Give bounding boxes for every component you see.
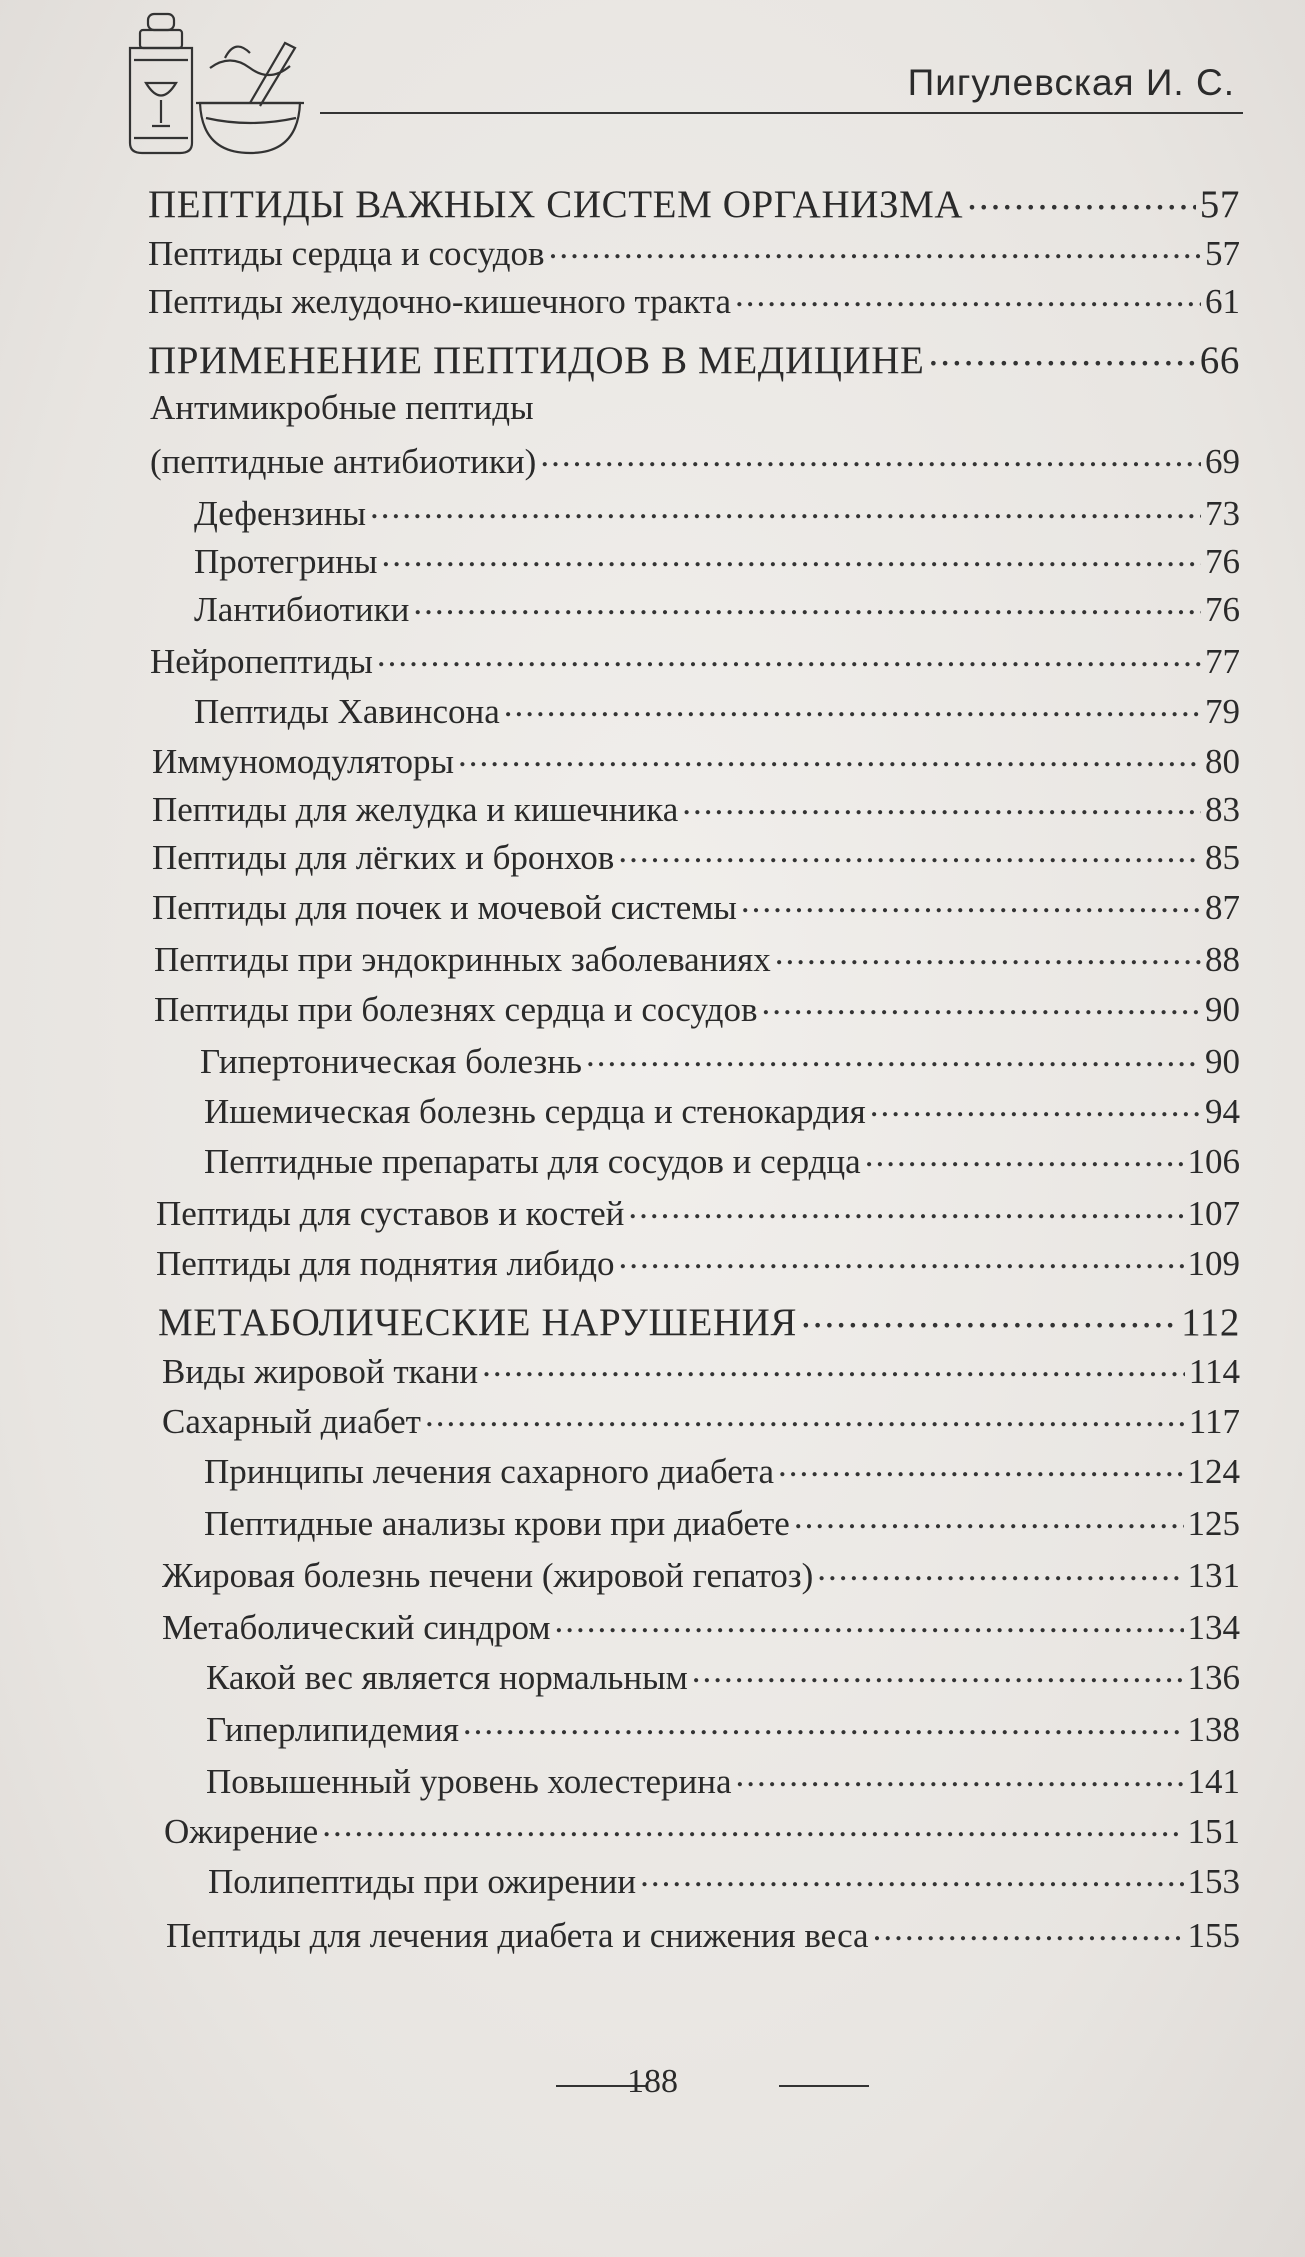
toc-subentry (204, 1088, 1240, 1132)
toc-entry-page: 134 (1187, 1608, 1240, 1647)
toc-entry-title: Пептиды для почек и мочевой системы (152, 888, 737, 927)
toc-entry-title: Полипептиды при ожирении (208, 1862, 637, 1901)
toc-entry-title: Лантибиотики (194, 590, 410, 629)
toc-subentry (204, 1500, 1240, 1544)
toc-subentry (206, 1758, 1240, 1802)
toc-entry-title: Ишемическая болезнь сердца и стенокардия (204, 1092, 866, 1131)
toc-entry (156, 1190, 1240, 1234)
toc-entry (162, 1348, 1240, 1392)
toc-entry-page: 106 (1187, 1142, 1240, 1181)
toc-entry (152, 884, 1240, 928)
toc-entry-page: 141 (1187, 1762, 1240, 1801)
toc-entry-page: 77 (1205, 642, 1240, 681)
toc-entry-title: Пептиды сердца и сосудов (148, 234, 545, 273)
toc-entry (166, 1912, 1240, 1956)
dot-leader (794, 1500, 1184, 1535)
dot-leader (692, 1654, 1184, 1689)
toc-entry-title: Гиперлипидемия (206, 1710, 459, 1749)
toc-entry-title: Гипертоническая болезнь (200, 1042, 582, 1081)
toc-entry-title: Ожирение (164, 1812, 319, 1851)
toc-entry-title: (пептидные антибиотики) (150, 442, 537, 481)
toc-entry (148, 278, 1240, 322)
toc-entry-title: МЕТАБОЛИЧЕСКИЕ НАРУШЕНИЯ (158, 1301, 798, 1344)
toc-entry-title: Какой вес является нормальным (206, 1658, 688, 1697)
toc-subentry (206, 1706, 1240, 1750)
toc-subentry (194, 688, 1240, 732)
toc-entry-page: 88 (1205, 940, 1240, 979)
toc-subentry (204, 1138, 1240, 1182)
toc-entry-page: 124 (1187, 1452, 1240, 1491)
toc-entry-title: Пептиды для суставов и костей (156, 1194, 625, 1233)
toc-subentry (194, 538, 1240, 582)
dot-leader (381, 538, 1201, 573)
toc-entry-title: Протегрины (194, 542, 378, 581)
dot-leader (640, 1858, 1183, 1893)
toc-entry-title: Метаболический синдром (162, 1608, 551, 1647)
toc-entry-title: Пептиды желудочно-кишечного тракта (148, 282, 732, 321)
dot-leader (425, 1398, 1185, 1433)
toc-entry-title: Пептиды для желудка и кишечника (152, 790, 679, 829)
dot-leader (322, 1808, 1183, 1843)
toc-entry (154, 936, 1240, 980)
dot-leader (458, 738, 1201, 773)
dot-leader (482, 1348, 1185, 1383)
toc-entry-page: 138 (1187, 1710, 1240, 1749)
toc-entry-page: 155 (1187, 1916, 1240, 1955)
toc-entry-page: 125 (1187, 1504, 1240, 1543)
toc-subentry (206, 1654, 1240, 1698)
dot-leader (817, 1552, 1183, 1587)
toc-entry (150, 638, 1240, 682)
toc-subentry (204, 1448, 1240, 1492)
dot-leader (801, 1296, 1177, 1335)
toc-section-heading (148, 334, 1240, 383)
toc-entry (162, 1604, 1240, 1648)
header-rule (320, 112, 1243, 114)
dot-leader (549, 230, 1201, 265)
toc-entry-page: 94 (1205, 1092, 1240, 1131)
toc-entry (150, 438, 1240, 482)
dot-leader (870, 1088, 1201, 1123)
toc-entry-page: 61 (1205, 282, 1240, 321)
toc-entry-title: Сахарный диабет (162, 1402, 421, 1441)
toc-entry-title: Принципы лечения сахарного диабета (204, 1452, 775, 1491)
toc-entry-page: 90 (1205, 1042, 1240, 1081)
apothecary-vignette-icon (110, 8, 340, 158)
toc-entry-page: 79 (1205, 692, 1240, 731)
dot-leader (967, 178, 1196, 217)
toc-entry-page: 90 (1205, 990, 1240, 1029)
toc-entry-title: Жировая болезнь печени (жировой гепатоз) (162, 1556, 814, 1595)
toc-subentry (194, 586, 1240, 630)
toc-entry-page: 57 (1205, 234, 1240, 273)
dot-leader (928, 334, 1195, 373)
toc-entry (152, 834, 1240, 878)
dot-leader (865, 1138, 1184, 1173)
toc-entry-title: Повышенный уровень холестерина (206, 1762, 732, 1801)
toc-entry (148, 230, 1240, 274)
dot-leader (736, 1758, 1184, 1793)
toc-entry-title: Дефензины (194, 494, 367, 533)
dot-leader (761, 986, 1201, 1021)
toc-entry-page: 80 (1205, 742, 1240, 781)
running-header-author: Пигулевская И. С. (907, 62, 1235, 103)
toc-entry-title: Пептиды при эндокринных заболеваниях (154, 940, 771, 979)
toc-entry-page: 57 (1199, 183, 1240, 226)
toc-entry (162, 1552, 1240, 1596)
toc-entry-page: 87 (1205, 888, 1240, 927)
toc-entry (156, 1240, 1240, 1284)
toc-entry-title: Антимикробные пептиды (150, 388, 534, 427)
toc-entry-title: Пептиды при болезнях сердца и сосудов (154, 990, 758, 1029)
toc-entry-page: 114 (1188, 1352, 1240, 1391)
toc-section-heading (158, 1296, 1240, 1345)
toc-entry-title: Виды жировой ткани (162, 1352, 479, 1391)
dot-leader (618, 834, 1201, 869)
toc-entry-title: Пептиды для поднятия либидо (156, 1244, 615, 1283)
toc-entry-title: Пептиды для лечения диабета и снижения веса (166, 1916, 869, 1955)
dot-leader (504, 688, 1201, 723)
toc-entry-page: 85 (1205, 838, 1240, 877)
dot-leader (413, 586, 1201, 621)
toc-entry-title: Пептиды Хавинсона (194, 692, 500, 731)
toc-entry-title: ПЕПТИДЫ ВАЖНЫХ СИСТЕМ ОРГАНИЗМА (148, 183, 964, 226)
toc-section-heading (148, 178, 1240, 227)
toc-entry-title: Нейропептиды (150, 642, 373, 681)
toc-entry (150, 388, 534, 428)
toc-entry-page: 151 (1187, 1812, 1240, 1851)
toc-entry-page: 69 (1205, 442, 1240, 481)
toc-entry (162, 1398, 1240, 1442)
toc-entry (164, 1808, 1240, 1852)
toc-entry (152, 786, 1240, 830)
toc-entry-page: 153 (1187, 1862, 1240, 1901)
toc-entry (152, 738, 1240, 782)
toc-entry-title: Пептидные анализы крови при диабете (204, 1504, 790, 1543)
dot-leader (586, 1038, 1201, 1073)
dot-leader (377, 638, 1201, 673)
dot-leader (735, 278, 1201, 313)
dot-leader (463, 1706, 1184, 1741)
dot-leader (555, 1604, 1184, 1639)
page-number: 188 (627, 2063, 678, 2100)
toc-entry (154, 986, 1240, 1030)
dot-leader (682, 786, 1201, 821)
dot-leader (628, 1190, 1183, 1225)
toc-entry-page: 107 (1187, 1194, 1240, 1233)
toc-entry-page: 76 (1205, 590, 1240, 629)
toc-entry-page: 136 (1187, 1658, 1240, 1697)
dot-leader (370, 490, 1201, 525)
toc-entry-title: Пептиды для лёгких и бронхов (152, 838, 615, 877)
dot-leader (741, 884, 1201, 919)
dot-leader (619, 1240, 1184, 1275)
toc-entry-page: 73 (1205, 494, 1240, 533)
toc-subentry (208, 1858, 1240, 1902)
dot-leader (540, 438, 1201, 473)
toc-subentry (194, 490, 1240, 534)
dot-leader (873, 1912, 1184, 1947)
toc-entry-page: 66 (1199, 339, 1240, 382)
footer-rule-right (779, 2085, 869, 2087)
toc-entry-page: 112 (1181, 1301, 1240, 1344)
toc-subentry (200, 1038, 1240, 1082)
toc-entry-page: 131 (1187, 1556, 1240, 1595)
toc-entry-page: 117 (1188, 1402, 1240, 1441)
toc-entry-title: ПРИМЕНЕНИЕ ПЕПТИДОВ В МЕДИЦИНЕ (148, 339, 925, 382)
dot-leader (778, 1448, 1183, 1483)
toc-entry-page: 83 (1205, 790, 1240, 829)
dot-leader (775, 936, 1201, 971)
toc-entry-page: 109 (1187, 1244, 1240, 1283)
toc-entry-title: Иммуномодуляторы (152, 742, 454, 781)
toc-entry-page: 76 (1205, 542, 1240, 581)
toc-entry-title: Пептидные препараты для сосудов и сердца (204, 1142, 861, 1181)
